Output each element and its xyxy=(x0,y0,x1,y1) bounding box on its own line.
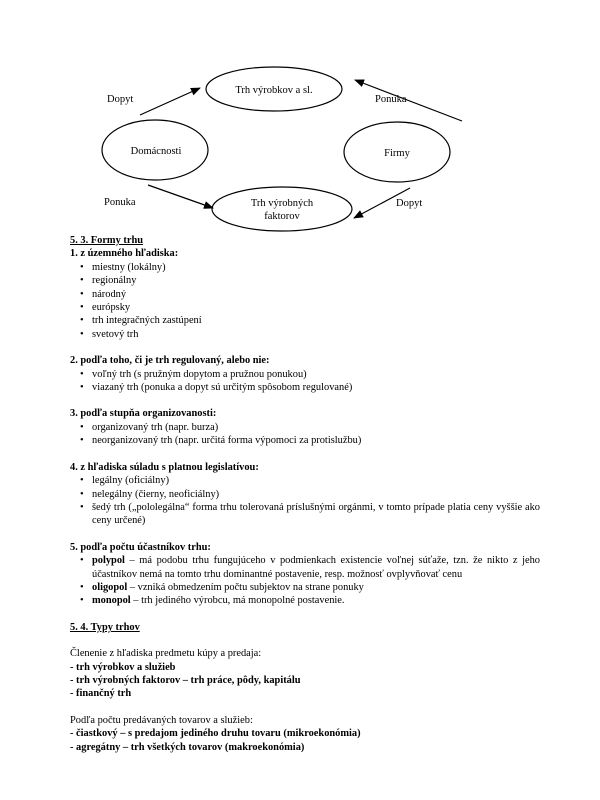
term-polypol: polypol xyxy=(92,555,125,567)
list-item xyxy=(70,581,540,594)
list-item: • regionálny xyxy=(70,274,540,287)
group-title-legislation: 4. z hľadiska súladu s platnou legislatívou: xyxy=(70,461,259,473)
term-monopol: monopol xyxy=(92,595,131,607)
list-item: • nelegálny (čierny, neoficiálny) xyxy=(70,488,540,501)
list-item: • svetový trh xyxy=(70,328,540,341)
types-intro-subject: Členenie z hľadiska predmetu kúpy a predaja: xyxy=(70,648,262,660)
list-item: • národný xyxy=(70,288,540,301)
group-title-territorial: 1. z územného hľadiska: xyxy=(70,248,179,260)
list-organization xyxy=(70,421,540,448)
list-item: • neorganizovaný trh (napr. určitá forma výpomoci za protislužbu) xyxy=(70,434,540,447)
types-item: - trh výrobkov a služieb xyxy=(70,661,176,673)
types-item: - agregátny – trh všetkých tovarov (makroekonómia) xyxy=(70,741,305,753)
node-market-factors xyxy=(212,187,352,231)
list-item: • európsky xyxy=(70,301,540,314)
types-item: - čiastkový – s predajom jediného druhu tovaru (mikroekonómia) xyxy=(70,728,361,740)
term-oligopol: oligopol xyxy=(92,581,128,593)
types-intro-count: Podľa počtu predávaných tovarov a služieb: xyxy=(70,714,253,726)
list-item: • voľný trh (s pružným dopytom a pružnou ponukou) xyxy=(70,368,540,381)
group-title-participants: 5. podľa počtu účastníkov trhu: xyxy=(70,541,211,553)
arrow-demand-top xyxy=(140,88,200,115)
list-participants xyxy=(70,554,540,608)
types-item: - trh výrobných faktorov – trh práce, pôdy, kapitálu xyxy=(70,674,301,686)
group-title-organization: 3. podľa stupňa organizovanosti: xyxy=(70,408,217,420)
node-firms-label: Firmy xyxy=(384,148,410,159)
definition-oligopol: – vzniká obmedzením počtu subjektov na strane ponuky xyxy=(127,581,364,593)
definition-monopol: – trh jediného výrobcu, má monopolné postavenie. xyxy=(130,595,345,607)
list-legislation xyxy=(70,474,540,528)
label-demand-top: Dopyt xyxy=(107,94,134,105)
list-item: • legálny (oficiálny) xyxy=(70,474,540,487)
list-item: • organizovaný trh (napr. burza) xyxy=(70,421,540,434)
list-item xyxy=(70,594,540,607)
list-item: • viazaný trh (ponuka a dopyt sú určitým spôsobom regulované) xyxy=(70,381,540,394)
node-market-factors-label-1: Trh výrobných xyxy=(250,198,314,209)
section-title-types: 5. 4. Typy trhov xyxy=(70,621,140,633)
arrow-supply-bottom xyxy=(148,185,213,208)
list-regulation xyxy=(70,368,540,395)
types-item: - finančný trh xyxy=(70,688,132,700)
label-supply-top: Ponuka xyxy=(375,94,407,105)
arrow-supply-top xyxy=(355,80,462,121)
group-title-regulation: 2. podľa toho, či je trh regulovaný, alebo nie: xyxy=(70,355,270,367)
section-title-forms: 5. 3. Formy trhu xyxy=(70,235,144,246)
list-item xyxy=(70,554,540,581)
label-demand-bottom: Dopyt xyxy=(396,198,423,209)
node-households-label: Domácnosti xyxy=(130,146,182,157)
document-body xyxy=(70,234,540,754)
definition-polypol: – má podobu trhu fungujúceho v podmienkach existencie voľnej súťaže, tzn. že nikto z jeho účastníkov nemá na tomto trhu dominantné postavenie, resp. možnosť ovplyvňovať cenu xyxy=(92,555,540,580)
list-item: • trh integračných zastúpení xyxy=(70,314,540,327)
node-market-factors-label-2: faktorov xyxy=(264,211,300,222)
list-item: • miestny (lokálny) xyxy=(70,261,540,274)
node-market-goods-label: Trh výrobkov a sl. xyxy=(235,85,313,96)
label-supply-bottom: Ponuka xyxy=(104,197,136,208)
list-territorial xyxy=(70,261,540,341)
market-cycle-diagram xyxy=(0,0,600,232)
list-item: • šedý trh („pololegálna“ forma trhu tolerovaná príslušnými orgánmi, v tomto prípade platia ceny vyššie ako ceny určené) xyxy=(70,501,540,528)
